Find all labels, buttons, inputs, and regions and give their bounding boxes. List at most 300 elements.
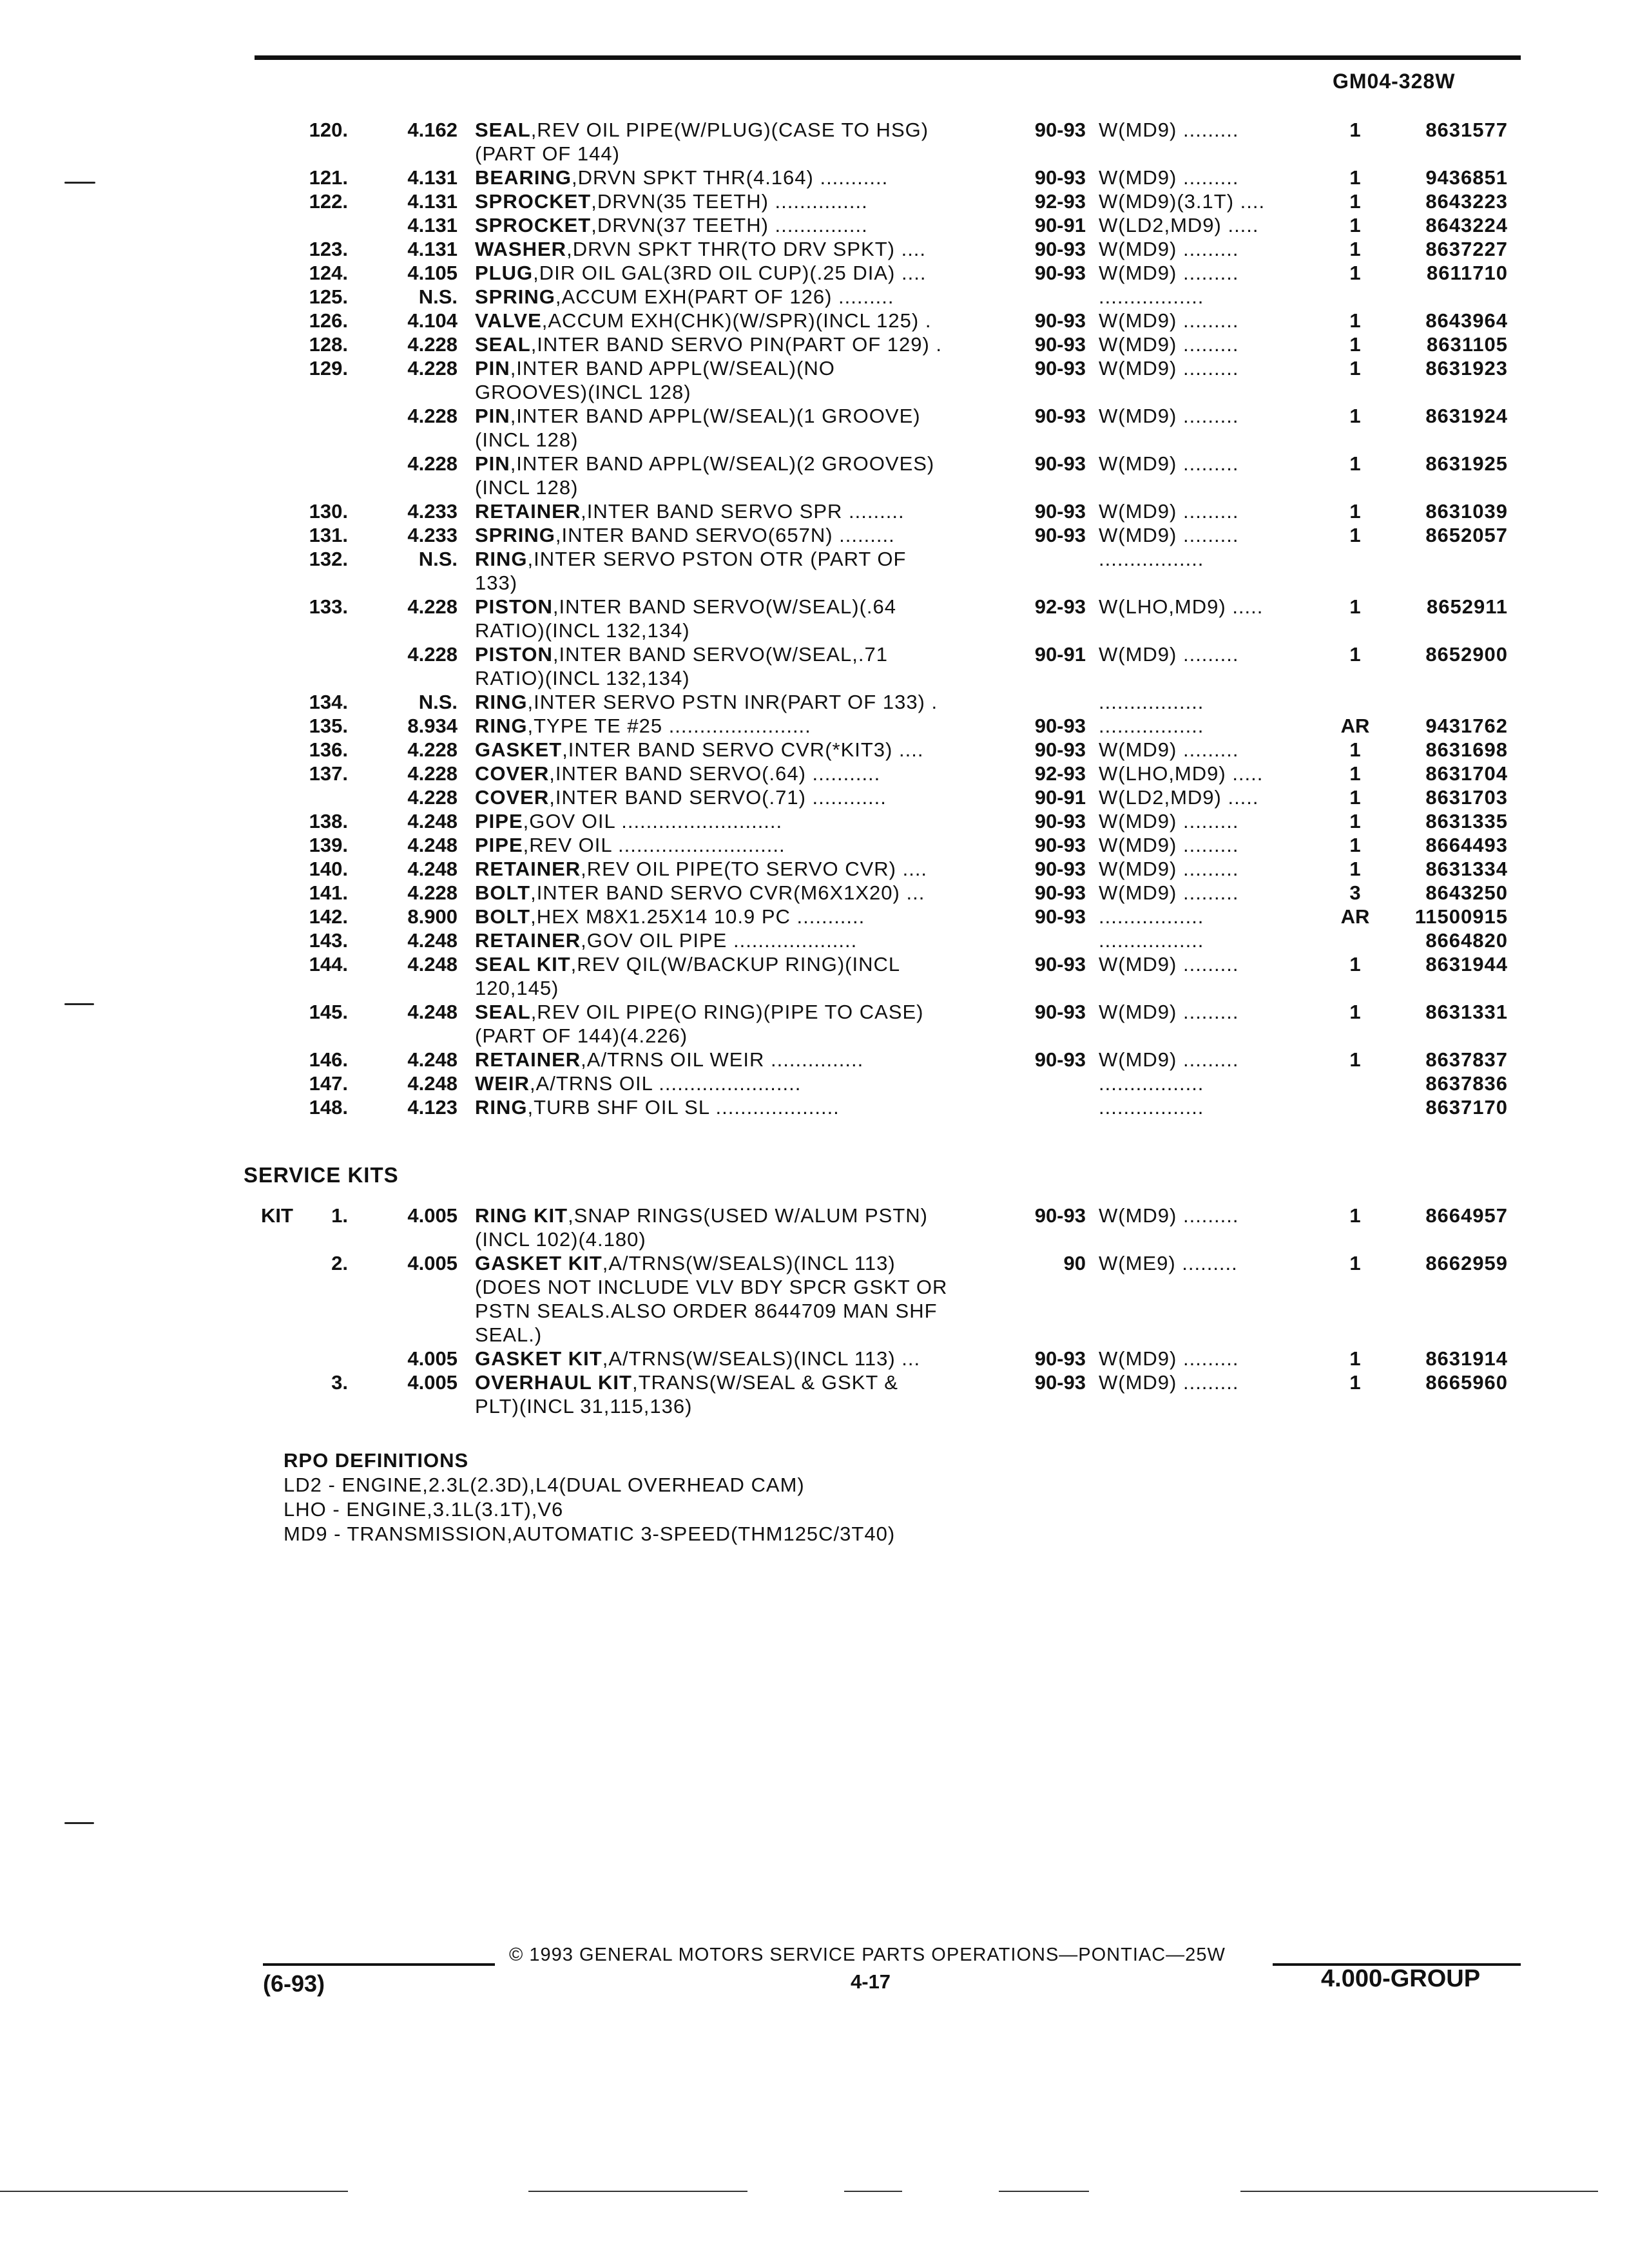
quantity: 1 (1349, 214, 1361, 236)
model-years: 90-93 (1034, 905, 1086, 928)
group-number: 4.123 (407, 1096, 458, 1119)
part-row (0, 952, 1629, 977)
part-row (0, 857, 1629, 881)
part-number: 8631924 (1425, 405, 1508, 427)
part-number: 8611710 (1427, 262, 1508, 284)
part-row (0, 547, 1629, 572)
part-name: PIN (475, 452, 510, 475)
part-description (475, 714, 1003, 738)
part-detail: (PART OF 144) (475, 142, 620, 165)
part-description (475, 452, 1003, 476)
part-number: 8664820 (1425, 929, 1508, 952)
part-row (0, 928, 1629, 953)
part-description (475, 476, 1003, 500)
item-number: 148. (309, 1096, 348, 1119)
quantity: 1 (1349, 500, 1361, 523)
part-name: RING (475, 548, 528, 570)
part-detail: ,INTER BAND SERVO(W/SEAL,.71 (552, 643, 888, 666)
document-code: GM04-328W (1333, 70, 1456, 93)
group-number: 4.248 (407, 929, 458, 952)
usage-code: W(MD9) ......... (1099, 881, 1239, 904)
model-years: 92-93 (1034, 595, 1086, 618)
part-row (0, 762, 1629, 786)
group-number: 4.248 (407, 834, 458, 856)
group-number: 4.162 (407, 119, 458, 141)
quantity: 1 (1349, 834, 1361, 856)
part-detail: ,GOV OIL .......................... (523, 810, 783, 832)
usage-code: W(LHO,MD9) ..... (1099, 762, 1264, 785)
part-description (475, 881, 1003, 905)
part-detail: ,ACCUM EXH(PART OF 126) ......... (555, 285, 894, 308)
part-number: 8631335 (1425, 810, 1508, 832)
part-detail: SEAL.) (475, 1323, 543, 1346)
part-row (0, 189, 1629, 214)
part-description (475, 666, 1003, 691)
part-description (475, 1299, 1003, 1323)
part-row (0, 452, 1629, 476)
model-years: 90-93 (1034, 1204, 1086, 1227)
part-description (475, 1204, 1003, 1228)
part-detail: RATIO)(INCL 132,134) (475, 667, 690, 689)
part-number: 8631704 (1425, 762, 1508, 785)
part-row-continuation (0, 1323, 1629, 1347)
part-row (0, 809, 1629, 834)
item-number: 128. (309, 333, 348, 356)
part-name: GASKET KIT (475, 1252, 602, 1274)
usage-code: W(MD9) ......... (1099, 452, 1239, 475)
usage-code: W(MD9) ......... (1099, 166, 1239, 189)
part-description (475, 1251, 1003, 1276)
part-name: PLUG (475, 262, 534, 284)
part-description (475, 833, 1003, 858)
part-number: 8664957 (1425, 1204, 1508, 1227)
part-row-continuation (0, 476, 1629, 500)
group-number: 4.228 (407, 786, 458, 809)
part-detail: PLT)(INCL 31,115,136) (475, 1395, 693, 1418)
part-row (0, 833, 1629, 858)
model-years: 90-93 (1034, 881, 1086, 904)
model-years: 90-93 (1034, 238, 1086, 260)
group-number: 4.131 (407, 238, 458, 260)
part-detail: ,REV OIL PIPE(O RING)(PIPE TO CASE) (530, 1001, 924, 1023)
part-row (0, 118, 1629, 142)
part-row (0, 523, 1629, 548)
part-detail: ,INTER SERVO PSTON OTR (PART OF (527, 548, 907, 570)
quantity: 1 (1349, 190, 1361, 213)
usage-code: W(MD9) ......... (1099, 333, 1239, 356)
item-number: 130. (309, 500, 348, 523)
quantity: 1 (1349, 738, 1361, 761)
footer-rule-left (263, 1963, 495, 1966)
part-description (475, 118, 1003, 142)
service-kits-heading: SERVICE KITS (244, 1163, 399, 1187)
part-row (0, 1048, 1629, 1072)
part-row (0, 1000, 1629, 1024)
item-number: 139. (309, 834, 348, 856)
part-row-continuation (0, 1394, 1629, 1419)
copyright-notice: © 1993 GENERAL MOTORS SERVICE PARTS OPERATIONS—PONTIAC—25W (509, 1945, 1226, 1965)
part-number: 8631698 (1425, 738, 1508, 761)
part-name: GASKET (475, 738, 563, 761)
part-detail: ,REV OIL PIPE(TO SERVO CVR) .... (581, 858, 928, 880)
part-description (475, 523, 1003, 548)
group-number: 8.934 (407, 715, 458, 737)
item-number: 131. (309, 524, 348, 546)
part-row-continuation (0, 142, 1629, 166)
quantity: AR (1340, 715, 1370, 737)
model-years: 90-93 (1034, 858, 1086, 880)
group-number: 4.131 (407, 214, 458, 236)
rpo-line-ld2: LD2 - ENGINE,2.3L(2.3D),L4(DUAL OVERHEAD CAM) (284, 1474, 805, 1496)
usage-code: W(MD9) ......... (1099, 1001, 1239, 1023)
part-number: 8652900 (1425, 643, 1508, 666)
scan-edge-line (844, 2191, 902, 2192)
part-detail: ,REV OIL PIPE(W/PLUG)(CASE TO HSG) (530, 119, 929, 141)
group-number: 4.131 (407, 190, 458, 213)
part-row-continuation (0, 571, 1629, 595)
model-years: 90-93 (1034, 524, 1086, 546)
part-description (475, 309, 1003, 333)
part-row-continuation (0, 976, 1629, 1001)
part-name: VALVE (475, 309, 542, 332)
part-detail: (PART OF 144)(4.226) (475, 1024, 688, 1047)
item-number: 126. (309, 309, 348, 332)
part-name: SPROCKET (475, 214, 592, 236)
usage-code: W(MD9) ......... (1099, 1347, 1239, 1370)
model-years: 90-93 (1034, 810, 1086, 832)
group-number: 4.228 (407, 643, 458, 666)
part-row (0, 1251, 1629, 1276)
item-number: 3. (331, 1371, 348, 1394)
part-description (475, 1323, 1003, 1347)
margin-mark (64, 1822, 94, 1824)
part-detail: RATIO)(INCL 132,134) (475, 619, 690, 642)
model-years: 90 (1063, 1252, 1086, 1274)
item-number: 121. (309, 166, 348, 189)
item-number: 1. (331, 1204, 348, 1227)
part-description (475, 905, 1003, 929)
quantity: 1 (1349, 309, 1361, 332)
part-detail: ,REV OIL ........................... (523, 834, 786, 856)
model-years: 90-93 (1034, 119, 1086, 141)
part-name: BEARING (475, 166, 572, 189)
part-row (0, 1370, 1629, 1395)
usage-code: W(LD2,MD9) ..... (1099, 786, 1259, 809)
group-number: 4.248 (407, 1048, 458, 1071)
item-number: 142. (309, 905, 348, 928)
quantity: 1 (1349, 238, 1361, 260)
group-number: 8.900 (407, 905, 458, 928)
part-row-continuation (0, 619, 1629, 643)
group-number: 4.233 (407, 524, 458, 546)
part-row (0, 213, 1629, 238)
part-detail: ,INTER BAND SERVO(.71) ............ (549, 786, 887, 809)
item-number: 2. (331, 1252, 348, 1274)
quantity: 1 (1349, 119, 1361, 141)
part-name: GASKET KIT (475, 1347, 602, 1370)
part-row (0, 166, 1629, 190)
item-number: 143. (309, 929, 348, 952)
model-years: 90-91 (1034, 214, 1086, 236)
model-years: 90-93 (1034, 500, 1086, 523)
rpo-line-md9: MD9 - TRANSMISSION,AUTOMATIC 3-SPEED(THM125C/3T40) (284, 1523, 896, 1545)
group-number: 4.228 (407, 595, 458, 618)
quantity: 1 (1349, 405, 1361, 427)
model-years: 90-93 (1034, 405, 1086, 427)
part-row (0, 738, 1629, 762)
usage-code: W(LD2,MD9) ..... (1099, 214, 1259, 236)
scan-edge-line (0, 2191, 348, 2192)
item-number: 137. (309, 762, 348, 785)
part-description (475, 690, 1003, 715)
part-number: 11500915 (1414, 905, 1508, 928)
usage-code: ................. (1099, 548, 1204, 570)
usage-code: ................. (1099, 1096, 1204, 1119)
part-row-continuation (0, 428, 1629, 452)
item-number: 135. (309, 715, 348, 737)
group-number: 4.248 (407, 1001, 458, 1023)
part-number: 8637227 (1425, 238, 1508, 260)
quantity: 1 (1349, 1048, 1361, 1071)
part-name: PIN (475, 405, 510, 427)
part-row (0, 237, 1629, 262)
part-description (475, 738, 1003, 762)
part-number: 8643964 (1425, 309, 1508, 332)
model-years: 90-93 (1034, 1347, 1086, 1370)
part-detail: ,REV QIL(W/BACKUP RING)(INCL (570, 953, 901, 975)
part-description (475, 642, 1003, 667)
usage-code: ................. (1099, 1072, 1204, 1095)
part-description (475, 1095, 1003, 1120)
date-code: (6-93) (263, 1970, 325, 1997)
quantity: 1 (1349, 524, 1361, 546)
part-row (0, 881, 1629, 905)
part-name: WASHER (475, 238, 567, 260)
part-detail: ,INTER BAND SERVO(657N) ......... (555, 524, 895, 546)
usage-code: W(MD9) ......... (1099, 500, 1239, 523)
part-description (475, 332, 1003, 357)
part-row (0, 642, 1629, 667)
part-name: RING (475, 715, 528, 737)
part-name: PIPE (475, 810, 523, 832)
part-description (475, 1275, 1003, 1300)
part-number: 8643250 (1425, 881, 1508, 904)
part-number: 8631923 (1425, 357, 1508, 380)
group-number: 4.228 (407, 738, 458, 761)
group-label: 4.000-GROUP (1321, 1965, 1481, 1992)
part-name: PISTON (475, 595, 553, 618)
part-detail: ,A/TRNS(W/SEALS)(INCL 113) ... (602, 1347, 921, 1370)
part-detail: ,INTER SERVO PSTN INR(PART OF 133) . (527, 691, 938, 713)
usage-code: W(MD9) ......... (1099, 953, 1239, 975)
part-detail: 120,145) (475, 977, 559, 999)
item-number: 129. (309, 357, 348, 380)
part-name: RING (475, 1096, 528, 1119)
part-row (0, 785, 1629, 810)
part-detail: 133) (475, 572, 518, 594)
part-detail: ,TURB SHF OIL SL .................... (527, 1096, 840, 1119)
part-row (0, 404, 1629, 428)
part-row-continuation (0, 380, 1629, 405)
usage-code: ................. (1099, 715, 1204, 737)
quantity: 1 (1349, 643, 1361, 666)
item-number: 136. (309, 738, 348, 761)
part-description (475, 1000, 1003, 1024)
part-detail: ,SNAP RINGS(USED W/ALUM PSTN) (568, 1204, 928, 1227)
part-detail: ,INTER BAND SERVO(.64) ........... (549, 762, 881, 785)
top-rule (255, 55, 1521, 60)
part-name: SPRING (475, 524, 555, 546)
group-number: 4.131 (407, 166, 458, 189)
part-row (0, 714, 1629, 738)
usage-code: W(MD9) ......... (1099, 309, 1239, 332)
part-name: COVER (475, 786, 550, 809)
usage-code: W(MD9) ......... (1099, 858, 1239, 880)
part-detail: PSTN SEALS.ALSO ORDER 8644709 MAN SHF (475, 1300, 938, 1322)
part-name: SEAL (475, 119, 531, 141)
group-number: 4.005 (407, 1371, 458, 1394)
group-number: N.S. (418, 548, 458, 570)
part-number: 8662959 (1425, 1252, 1508, 1274)
usage-code: W(MD9) ......... (1099, 262, 1239, 284)
part-row (0, 905, 1629, 929)
part-number: 8652911 (1427, 595, 1508, 618)
part-description (475, 1024, 1003, 1048)
item-number: 145. (309, 1001, 348, 1023)
model-years: 90-93 (1034, 738, 1086, 761)
part-row (0, 1347, 1629, 1371)
part-description (475, 1394, 1003, 1419)
item-number: 132. (309, 548, 348, 570)
part-detail: ,INTER BAND SERVO SPR ......... (581, 500, 905, 523)
group-number: 4.105 (407, 262, 458, 284)
item-number: 146. (309, 1048, 348, 1071)
part-row (0, 595, 1629, 619)
usage-code: W(MD9) ......... (1099, 357, 1239, 380)
quantity: 1 (1349, 953, 1361, 975)
part-number: 8643224 (1425, 214, 1508, 236)
part-number: 8637170 (1425, 1096, 1508, 1119)
part-name: BOLT (475, 881, 531, 904)
scan-edge-line (999, 2191, 1089, 2192)
part-number: 8637836 (1425, 1072, 1508, 1095)
part-name: RING KIT (475, 1204, 568, 1227)
group-number: 4.248 (407, 858, 458, 880)
group-number: 4.228 (407, 881, 458, 904)
part-description (475, 976, 1003, 1001)
quantity: 1 (1349, 262, 1361, 284)
usage-code: W(MD9) ......... (1099, 1371, 1239, 1394)
part-detail: ,GOV OIL PIPE .................... (581, 929, 858, 952)
group-number: 4.228 (407, 452, 458, 475)
quantity: 1 (1349, 333, 1361, 356)
model-years: 90-93 (1034, 262, 1086, 284)
part-detail: (INCL 128) (475, 476, 579, 499)
part-detail: GROOVES)(INCL 128) (475, 381, 691, 403)
part-description (475, 380, 1003, 405)
part-name: BOLT (475, 905, 531, 928)
part-name: RETAINER (475, 500, 581, 523)
part-description (475, 1072, 1003, 1096)
part-number: 8664493 (1425, 834, 1508, 856)
group-number: 4.228 (407, 762, 458, 785)
part-row (0, 1204, 1629, 1228)
margin-mark (64, 1003, 94, 1005)
part-description (475, 857, 1003, 881)
group-number: N.S. (418, 691, 458, 713)
group-number: 4.228 (407, 405, 458, 427)
part-number: 8631334 (1425, 858, 1508, 880)
part-name: WEIR (475, 1072, 530, 1095)
part-detail: ,DIR OIL GAL(3RD OIL CUP)(.25 DIA) .... (533, 262, 927, 284)
quantity: 1 (1349, 452, 1361, 475)
model-years: 92-93 (1034, 190, 1086, 213)
usage-code: W(MD9)(3.1T) .... (1099, 190, 1266, 213)
part-number: 8637837 (1425, 1048, 1508, 1071)
part-description (475, 595, 1003, 619)
part-detail: ,INTER BAND SERVO CVR(*KIT3) .... (562, 738, 924, 761)
scan-edge-line (1240, 2191, 1598, 2192)
part-name: RETAINER (475, 1048, 581, 1071)
usage-code: ................. (1099, 691, 1204, 713)
quantity: 1 (1349, 1347, 1361, 1370)
part-name: PISTON (475, 643, 553, 666)
part-description (475, 762, 1003, 786)
part-name: COVER (475, 762, 550, 785)
part-row (0, 261, 1629, 285)
usage-code: W(MD9) ......... (1099, 119, 1239, 141)
part-row (0, 285, 1629, 309)
part-number: 8631914 (1425, 1347, 1508, 1370)
item-number: 125. (309, 285, 348, 308)
part-detail: ,DRVN SPKT THR(TO DRV SPKT) .... (566, 238, 927, 260)
part-name: SPRING (475, 285, 555, 308)
usage-code: W(MD9) ......... (1099, 834, 1239, 856)
part-detail: ,TYPE TE #25 ....................... (527, 715, 811, 737)
model-years: 90-93 (1034, 166, 1086, 189)
usage-code: W(MD9) ......... (1099, 524, 1239, 546)
part-number: 9436851 (1425, 166, 1508, 189)
group-number: 4.233 (407, 500, 458, 523)
rpo-title: RPO DEFINITIONS (284, 1449, 469, 1472)
part-description (475, 428, 1003, 452)
model-years: 90-93 (1034, 1001, 1086, 1023)
part-number: 8631925 (1425, 452, 1508, 475)
item-number: 120. (309, 119, 348, 141)
part-row (0, 1072, 1629, 1096)
group-number: 4.248 (407, 810, 458, 832)
part-description (475, 809, 1003, 834)
quantity: 1 (1349, 595, 1361, 618)
part-detail: ,A/TRNS OIL ....................... (529, 1072, 802, 1095)
part-row-continuation (0, 1299, 1629, 1323)
quantity: 1 (1349, 357, 1361, 380)
part-number: 8631039 (1425, 500, 1508, 523)
part-description (475, 619, 1003, 643)
part-number: 8631944 (1425, 953, 1508, 975)
quantity: 1 (1349, 1252, 1361, 1274)
quantity: 1 (1349, 786, 1361, 809)
part-row (0, 690, 1629, 715)
model-years: 90-93 (1034, 953, 1086, 975)
part-description (475, 356, 1003, 381)
usage-code: ................. (1099, 285, 1204, 308)
usage-code: W(MD9) ......... (1099, 1048, 1239, 1071)
part-description (475, 1370, 1003, 1395)
part-row (0, 332, 1629, 357)
part-name: SEAL KIT (475, 953, 571, 975)
page-number: 4-17 (851, 1970, 891, 1993)
